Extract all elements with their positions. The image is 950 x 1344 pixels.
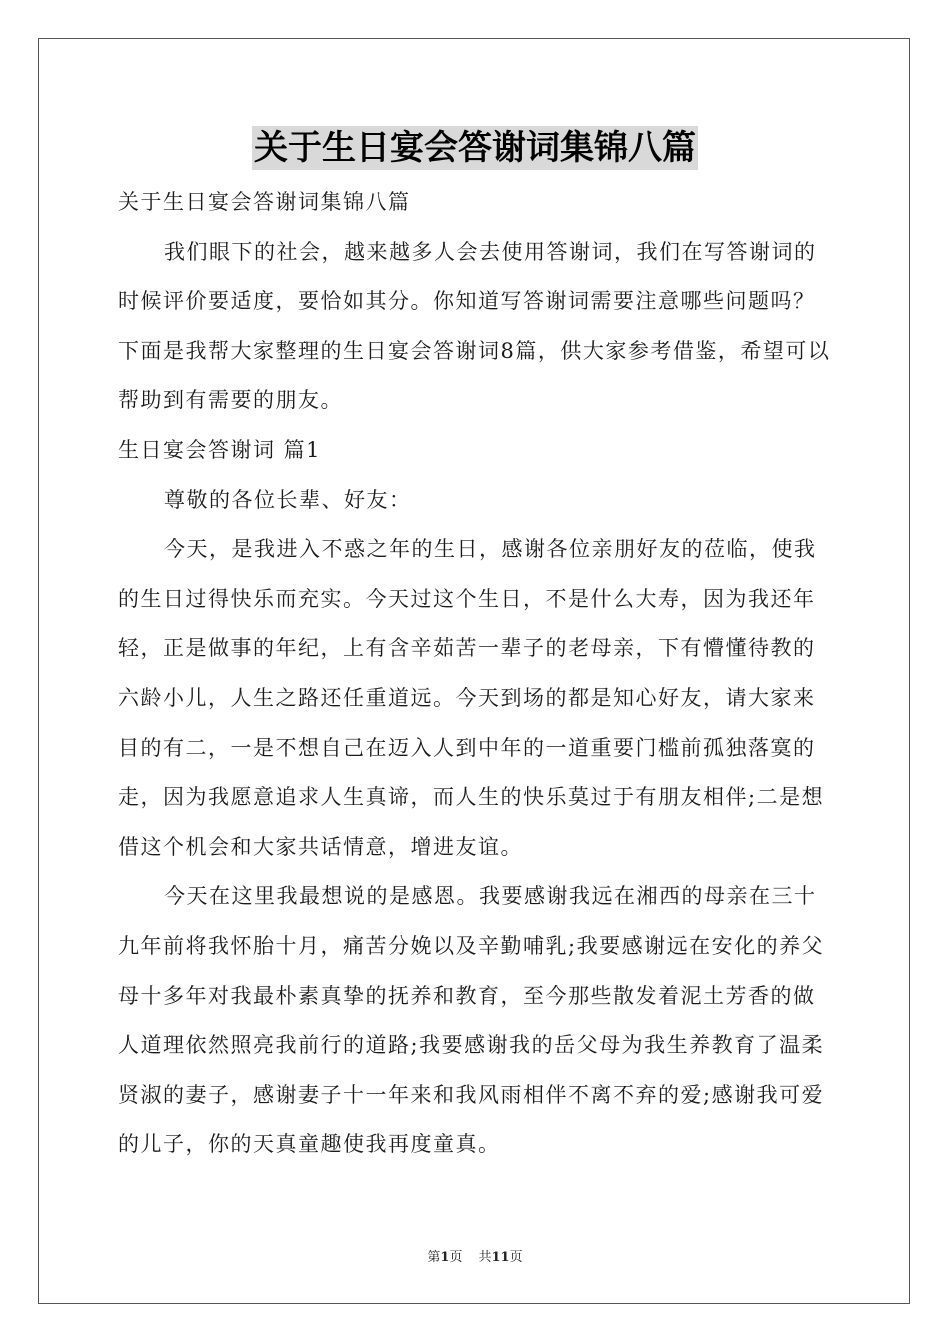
page-prefix: 第: [427, 1250, 441, 1265]
document-body: [118, 178, 834, 1170]
intro-paragraph: 我们眼下的社会，越来越多人会去使用答谢词，我们在写答谢词的时候评价要适度，要恰如其分。你知道写答谢词需要注意哪些问题吗？下面是我帮大家整理的生日宴会答谢词8篇，供大家参考借鉴，希望可以帮助到有需要的朋友。: [118, 239, 831, 413]
subtitle: 关于生日宴会答谢词集锦八篇: [118, 190, 411, 214]
greeting: 尊敬的各位长辈、好友：: [164, 487, 412, 512]
page-total: 11: [491, 1250, 510, 1265]
page-number: 1: [440, 1250, 450, 1265]
page-suffix: 页: [449, 1250, 463, 1265]
document-title: 关于生日宴会答谢词集锦八篇: [254, 128, 696, 168]
title-container: [0, 126, 950, 170]
total-suffix: 页: [509, 1250, 523, 1265]
body-paragraph-2: 今天在这里我最想说的是感恩。我要感谢我远在湘西的母亲在三十九年前将我怀胎十月，痛苦分娩以及辛勤哺乳;我要感谢远在安化的养父母十多年对我最朴素真挚的抚养和教育，至今那些散发着泥土芳香的做人道理依然照亮我前行的道路;我要感谢我的岳父母为我生养教育了温柔贤淑的妻子，感谢妻子十一年来和我风雨相伴不离不弃的爱;感谢我可爱的儿子，你的天真童趣使我再度童真。: [118, 884, 825, 1157]
section-heading: 生日宴会答谢词 篇1: [118, 437, 322, 462]
page-footer: [0, 1246, 950, 1265]
body-paragraph-1: 今天，是我进入不惑之年的生日，感谢各位亲朋好友的莅临，使我的生日过得快乐而充实。今天过这个生日，不是什么大寿，因为我还年轻，正是做事的年纪，上有含辛茹苦一辈子的老母亲，下有懵懂待教的六龄小儿，人生之路还任重道远。今天到场的都是知心好友，请大家来目的有二，一是不想自己在迈入人到中年的一道重要门槛前孤独落寞的走，因为我愿意追求人生真谛，而人生的快乐莫过于有朋友相伴;二是想借这个机会和大家共话情意，增进友谊。: [118, 537, 825, 859]
total-prefix: 共: [478, 1250, 492, 1265]
